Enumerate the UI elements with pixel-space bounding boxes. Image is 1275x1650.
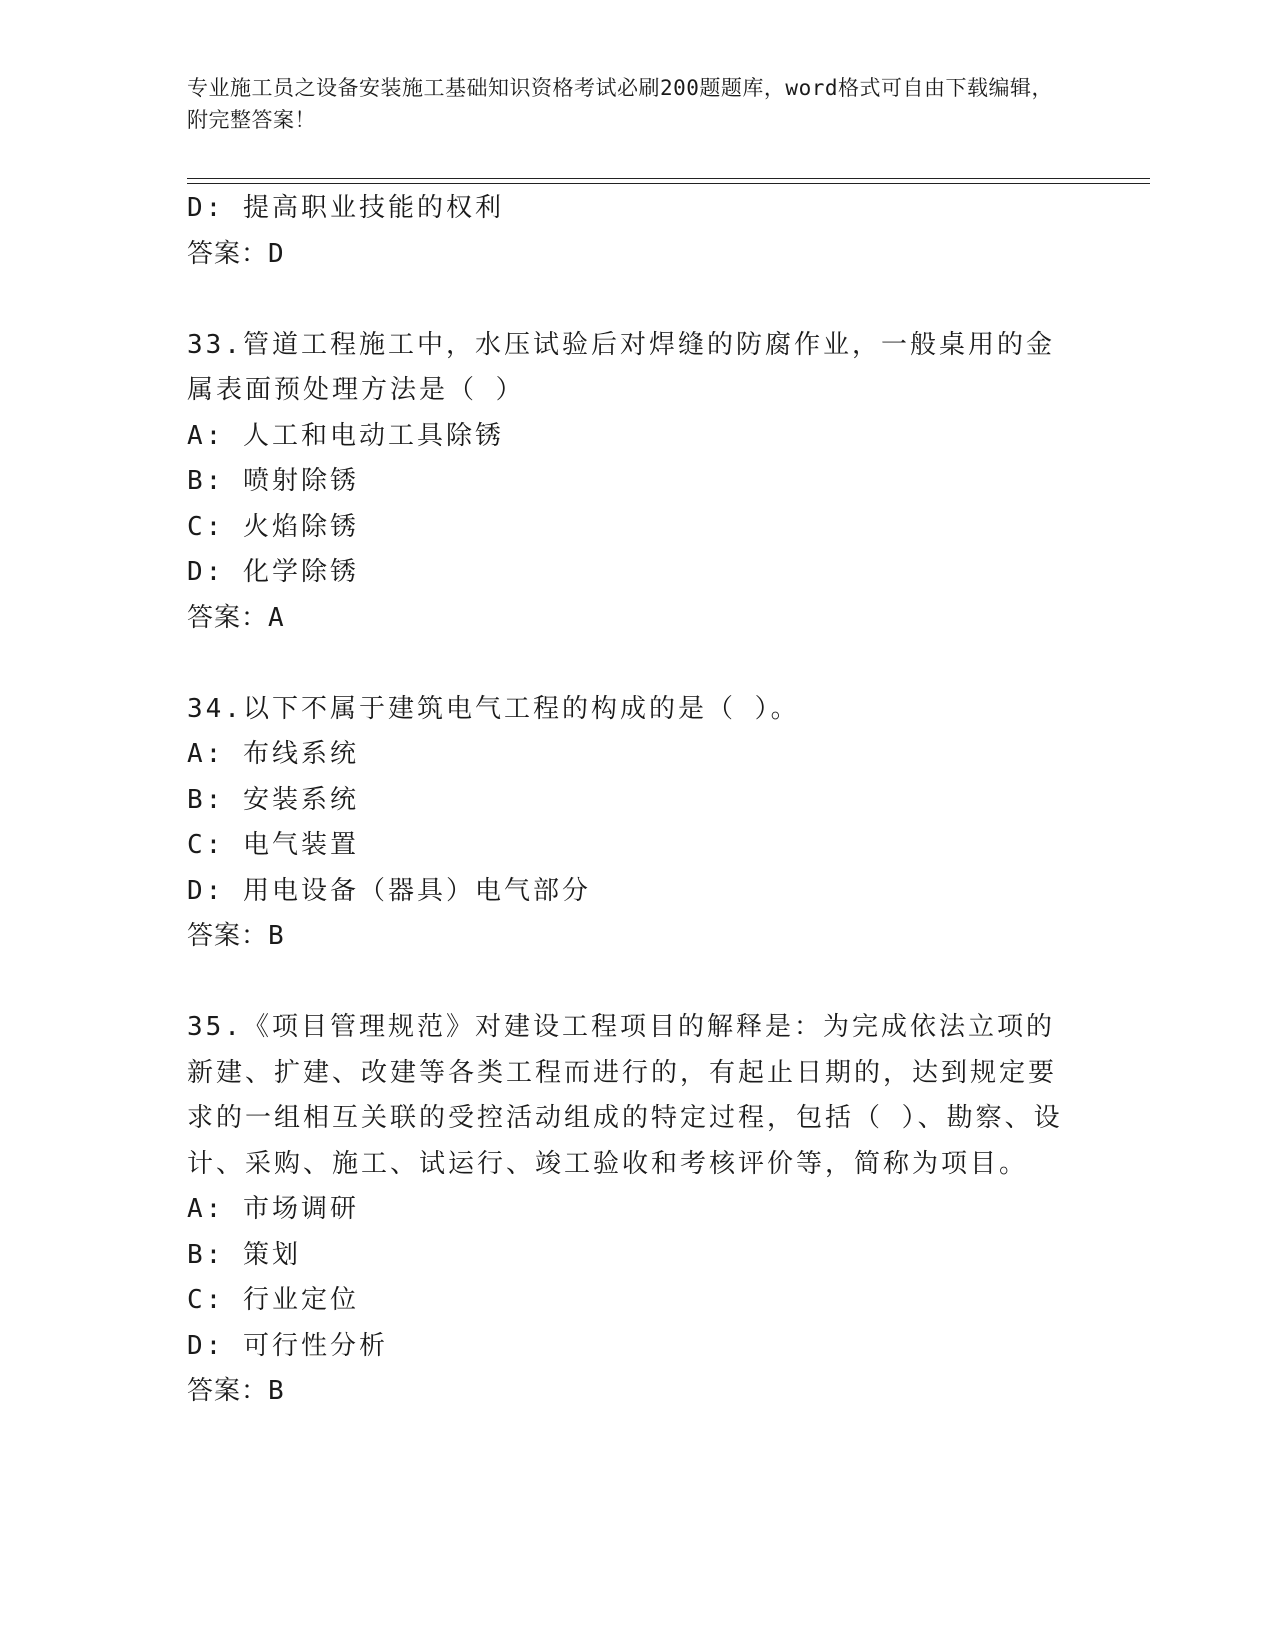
option-c: C: 火焰除锈 [187, 511, 359, 542]
option-d: D: 化学除锈 [187, 557, 359, 587]
option-b: B: 安装系统 [187, 784, 359, 815]
question-34 [187, 687, 1067, 960]
carryover-answer: 答案：D [187, 238, 285, 269]
option-b: B: 策划 [187, 1239, 301, 1270]
spacer [187, 641, 1067, 687]
option-d: D: 可行性分析 [187, 1330, 388, 1361]
question-list [187, 186, 1067, 1415]
document-title: 专业施工员之设备安装施工基础知识资格考试必刷200题题库，word格式可自由下载编辑，附完整答案！ [187, 76, 1053, 132]
question-33 [187, 323, 1067, 642]
spacer [187, 277, 1067, 323]
header-divider-bottom [187, 183, 1150, 184]
question-35 [187, 1005, 1067, 1415]
option-d: D: 用电设备（器具）电气部分 [187, 875, 591, 906]
question-stem: 35.《项目管理规范》对建设工程项目的解释是：为完成依法立项的新建、扩建、改建等各类工程而进行的，有起止日期的，达到规定要求的一组相互关联的受控活动组成的特定过程，包括（ ）、勘察、设计、采购、施工、试运行、竣工验收和考核评价等，简称为项目。 [187, 1012, 1063, 1179]
document-header [187, 72, 1067, 136]
header-divider-top [187, 178, 1150, 179]
option-b: B: 喷射除锈 [187, 466, 359, 496]
answer: 答案：A [187, 602, 285, 633]
answer: 答案：B [187, 921, 285, 951]
option-c: C: 电气装置 [187, 830, 359, 860]
spacer [187, 960, 1067, 1006]
question-stem: 34.以下不属于建筑电气工程的构成的是（ ）。 [187, 693, 800, 724]
option-a: A: 市场调研 [187, 1194, 359, 1224]
question-stem: 33.管道工程施工中，水压试验后对焊缝的防腐作业，一般桌用的金属表面预处理方法是（ ） [187, 329, 1055, 405]
option-a: A: 布线系统 [187, 739, 359, 769]
answer: 答案：B [187, 1376, 285, 1406]
option-a: A: 人工和电动工具除锈 [187, 420, 504, 451]
option-c: C: 行业定位 [187, 1285, 359, 1315]
carryover-option-d: D: 提高职业技能的权利 [187, 193, 504, 223]
